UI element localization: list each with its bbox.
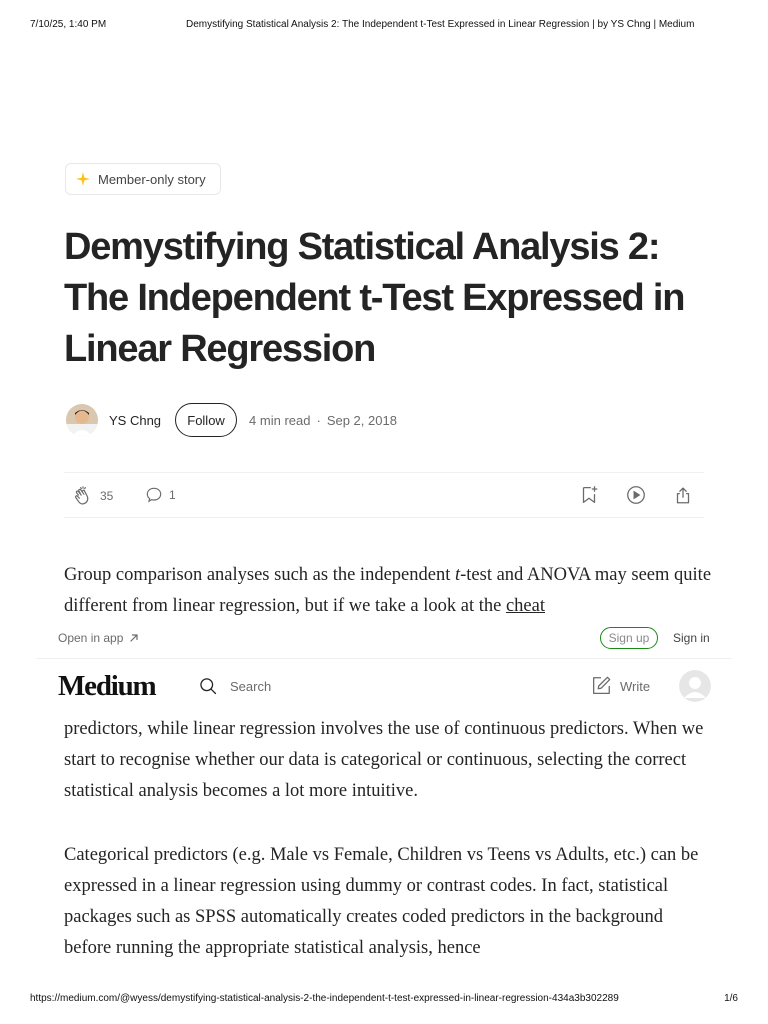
bookmark-add-icon[interactable]	[578, 484, 600, 506]
response-count: 1	[169, 488, 176, 502]
para1-text-a: Group comparison analyses such as the independent	[64, 565, 455, 585]
author-name[interactable]: YS Chng	[109, 412, 162, 428]
search-icon	[198, 676, 218, 696]
member-only-badge	[65, 163, 221, 195]
sign-in-link[interactable]: Sign in	[673, 631, 710, 645]
write-button[interactable]	[590, 675, 650, 697]
follow-button[interactable]: Follow	[175, 403, 237, 437]
article-action-bar	[64, 472, 704, 518]
meta-separator: ·	[316, 412, 321, 428]
sticky-top-row	[36, 620, 732, 659]
clap-button[interactable]	[72, 485, 113, 507]
search-bar[interactable]	[198, 676, 350, 696]
sticky-site-header	[36, 620, 732, 714]
open-in-app-link[interactable]	[58, 631, 139, 645]
action-bar-right	[578, 484, 694, 506]
member-badge-label: Member-only story	[98, 171, 206, 187]
publish-date: Sep 2, 2018	[326, 412, 397, 428]
print-page-number: 1/6	[724, 993, 738, 1004]
responses-button[interactable]	[144, 485, 176, 505]
clap-count: 35	[100, 489, 114, 503]
cheat-sheet-link[interactable]: cheat	[505, 596, 545, 616]
print-url: https://medium.com/@wyess/demystifying-statistical-analysis-2-the-independent-t-test-expressed-in-linear-regression-434a3b302289	[30, 993, 619, 1004]
author-avatar[interactable]	[66, 404, 98, 436]
arrow-up-right-icon	[129, 633, 139, 643]
print-header	[30, 19, 738, 33]
share-icon[interactable]	[672, 484, 694, 506]
medium-logo[interactable]: Medium	[58, 670, 156, 702]
search-input[interactable]	[230, 679, 350, 694]
write-label: Write	[620, 678, 651, 694]
article-title: Demystifying Statistical Analysis 2: The Independent t-Test Expressed in Linear Regression	[64, 226, 685, 370]
open-in-app-label: Open in app	[58, 631, 124, 645]
sparkle-icon	[76, 172, 90, 186]
clap-icon	[72, 485, 94, 507]
para1-text-b: -test and ANOVA may seem quite different from linear regression, but if we take a look at the	[64, 565, 712, 616]
comment-icon	[144, 485, 164, 505]
read-time: 4 min read	[249, 412, 311, 428]
write-icon	[590, 675, 612, 697]
listen-play-icon[interactable]	[625, 484, 647, 506]
print-footer	[30, 993, 738, 1007]
sign-up-button[interactable]: Sign up	[600, 627, 658, 649]
body-paragraph-1-continued: predictors, while linear regression involves the use of continuous predictors. When we start to recognise whether our data is categorical or continuous, selecting the correct statistical analysis becomes a lot more intuitive.	[64, 719, 704, 801]
byline	[66, 402, 397, 438]
user-avatar[interactable]	[679, 670, 711, 702]
body-paragraph-2: Categorical predictors (e.g. Male vs Female, Children vs Teens vs Adults, etc.) can be expressed in a linear regression using dummy or contrast codes. In fact, statistical packages such as SPSS automatically creates coded predictors in the background before running the appropriate statistical analysis, hence	[64, 845, 699, 958]
body-paragraph-1	[64, 560, 714, 622]
para1-italic-t: t	[454, 565, 461, 585]
print-date: 7/10/25, 1:40 PM	[30, 19, 107, 30]
print-page-title: Demystifying Statistical Analysis 2: The Independent t-Test Expressed in Linear Regression | by YS Chng | Medium	[186, 19, 695, 30]
